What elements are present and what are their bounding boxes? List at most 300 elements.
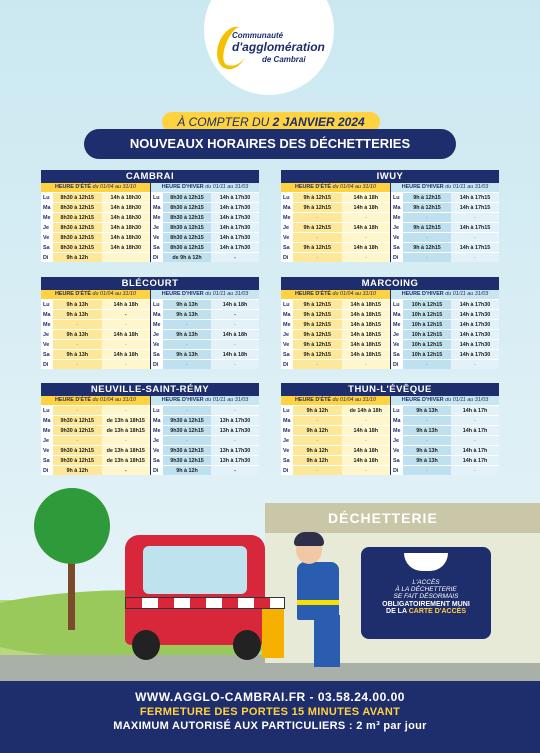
day-label: Me xyxy=(151,213,163,222)
winter-schedule xyxy=(150,290,259,369)
afternoon-hours: - xyxy=(342,360,391,369)
day-row xyxy=(281,359,390,369)
info-line1: L'ACCÈS xyxy=(412,579,440,586)
morning-hours: 9h à 13h xyxy=(163,300,211,309)
day-label: Ma xyxy=(391,416,403,425)
day-label: Sa xyxy=(391,456,403,465)
morning-hours: 10h à 12h15 xyxy=(403,350,451,359)
morning-hours: 10h à 12h15 xyxy=(403,330,451,339)
day-row xyxy=(281,222,390,232)
day-label: Me xyxy=(391,320,403,329)
logo-line2: d'agglomération xyxy=(232,40,325,54)
morning-hours: 9h à 13h xyxy=(403,426,451,435)
morning-hours: - xyxy=(163,320,211,329)
day-row xyxy=(41,329,150,339)
day-label: Ma xyxy=(41,203,53,212)
day-label: Me xyxy=(281,426,293,435)
agent-reflective-stripe xyxy=(297,600,339,605)
season-label: HEURE D'HIVER xyxy=(161,291,204,297)
summer-schedule xyxy=(41,183,150,262)
season-period: du 01/04 au 31/10 xyxy=(332,184,376,190)
morning-hours: 8h30 à 12h15 xyxy=(163,233,211,242)
morning-hours: 10h à 12h15 xyxy=(403,310,451,319)
morning-hours: de 9h à 12h xyxy=(163,253,211,262)
afternoon-hours: 14h à 18h15 xyxy=(342,350,391,359)
morning-hours: 9h à 12h15 xyxy=(403,223,451,232)
morning-hours: 8h30 à 12h15 xyxy=(53,233,102,242)
afternoon-hours: 14h à 18h xyxy=(211,330,259,339)
footer-limit-note: MAXIMUM AUTORISÉ AUX PARTICULIERS : 2 m³ par jour xyxy=(113,720,427,732)
afternoon-hours: 14h à 18h15 xyxy=(342,300,391,309)
morning-hours: 8h30 à 12h15 xyxy=(163,223,211,232)
day-label: Ve xyxy=(391,446,403,455)
day-label: Di xyxy=(281,360,293,369)
day-row xyxy=(151,232,259,242)
winter-header xyxy=(151,183,259,192)
morning-hours: - xyxy=(403,436,451,445)
info-line2: À LA DÉCHETTERIE xyxy=(395,586,457,593)
afternoon-hours: de 13h à 18h15 xyxy=(102,426,151,435)
morning-hours: 9h à 13h xyxy=(163,350,211,359)
day-label: Sa xyxy=(391,350,403,359)
info-line5 xyxy=(361,608,491,615)
day-row xyxy=(281,465,390,475)
morning-hours: - xyxy=(53,360,102,369)
morning-hours: - xyxy=(53,436,102,445)
morning-hours: 9h à 12h xyxy=(53,466,102,475)
season-period: du 01/11 au 31/03 xyxy=(445,397,489,403)
morning-hours: 9h à 12h15 xyxy=(293,330,342,339)
season-label: HEURE D'ÉTÉ xyxy=(295,397,332,403)
day-row xyxy=(151,242,259,252)
day-row xyxy=(281,339,390,349)
afternoon-hours: 14h à 18h xyxy=(342,426,391,435)
summer-header xyxy=(41,290,150,299)
winter-schedule xyxy=(390,290,499,369)
day-label: Ve xyxy=(281,233,293,242)
afternoon-hours: 14h à 18h30 xyxy=(102,233,151,242)
morning-hours: 9h30 à 12h15 xyxy=(163,456,211,465)
season-period: du 01/11 au 31/03 xyxy=(205,397,249,403)
day-label: Me xyxy=(151,426,163,435)
day-label: Me xyxy=(151,320,163,329)
day-label: Lu xyxy=(391,193,403,202)
day-row xyxy=(281,252,390,262)
day-label: Me xyxy=(41,426,53,435)
day-label: Je xyxy=(151,223,163,232)
day-label: Di xyxy=(281,253,293,262)
morning-hours: 9h à 12h xyxy=(163,466,211,475)
card-body xyxy=(281,290,499,369)
afternoon-hours: 14h à 18h xyxy=(211,300,259,309)
morning-hours: 9h à 12h xyxy=(53,253,102,262)
season-label: HEURE D'ÉTÉ xyxy=(55,291,92,297)
morning-hours: 9h à 13h xyxy=(53,330,102,339)
day-row xyxy=(41,425,150,435)
morning-hours: 9h à 12h15 xyxy=(293,350,342,359)
day-label: Je xyxy=(391,223,403,232)
day-row xyxy=(391,202,499,212)
day-label: Je xyxy=(151,436,163,445)
day-row xyxy=(151,309,259,319)
day-label: Lu xyxy=(281,193,293,202)
day-label: Sa xyxy=(41,350,53,359)
day-row xyxy=(151,425,259,435)
afternoon-hours: 14h à 18h xyxy=(342,193,391,202)
day-label: Ve xyxy=(151,446,163,455)
agent-legs xyxy=(314,615,340,667)
day-row xyxy=(391,455,499,465)
morning-hours: - xyxy=(403,466,451,475)
day-label: Di xyxy=(41,253,53,262)
morning-hours: 9h30 à 12h15 xyxy=(53,416,102,425)
summer-schedule xyxy=(41,290,150,369)
winter-schedule xyxy=(150,183,259,262)
day-row xyxy=(281,455,390,465)
afternoon-hours: - xyxy=(102,340,151,349)
day-row xyxy=(391,192,499,202)
morning-hours: - xyxy=(403,253,451,262)
morning-hours: 10h à 12h15 xyxy=(403,320,451,329)
morning-hours: - xyxy=(53,340,102,349)
day-label: Ma xyxy=(151,203,163,212)
afternoon-hours: - xyxy=(342,233,391,242)
afternoon-hours: 14h à 18h15 xyxy=(342,330,391,339)
afternoon-hours: 14h à 17h30 xyxy=(211,203,259,212)
morning-hours: 8h30 à 12h15 xyxy=(53,243,102,252)
morning-hours: 8h30 à 12h15 xyxy=(53,193,102,202)
day-label: Lu xyxy=(391,406,403,415)
day-label: Ma xyxy=(41,310,53,319)
morning-hours: 9h à 13h xyxy=(403,456,451,465)
morning-hours: 8h30 à 12h15 xyxy=(163,203,211,212)
afternoon-hours: - xyxy=(451,466,499,475)
afternoon-hours: 14h à 17h xyxy=(451,456,499,465)
day-label: Lu xyxy=(151,193,163,202)
card-title: CAMBRAI xyxy=(41,170,259,183)
day-row xyxy=(151,455,259,465)
afternoon-hours: 14h à 17h30 xyxy=(451,300,499,309)
afternoon-hours: 13h à 17h30 xyxy=(211,426,259,435)
morning-hours: 9h à 12h15 xyxy=(293,300,342,309)
card-title: IWUY xyxy=(281,170,499,183)
season-label: HEURE D'ÉTÉ xyxy=(295,184,332,190)
afternoon-hours: 14h à 17h30 xyxy=(451,310,499,319)
card-title: BLÉCOURT xyxy=(41,277,259,290)
afternoon-hours: 14h à 18h30 xyxy=(102,203,151,212)
day-label: Ma xyxy=(151,310,163,319)
day-row xyxy=(151,222,259,232)
afternoon-hours: de 13h à 18h15 xyxy=(102,446,151,455)
day-label: Ve xyxy=(41,340,53,349)
afternoon-hours: - xyxy=(342,416,391,425)
day-row xyxy=(151,349,259,359)
day-row xyxy=(41,445,150,455)
afternoon-hours: 14h à 18h xyxy=(102,350,151,359)
day-row xyxy=(391,359,499,369)
morning-hours: - xyxy=(293,253,342,262)
afternoon-hours: - xyxy=(451,360,499,369)
morning-hours: - xyxy=(293,233,342,242)
morning-hours: 9h30 à 12h15 xyxy=(163,416,211,425)
morning-hours: 9h à 12h xyxy=(293,426,342,435)
afternoon-hours: 14h à 18h30 xyxy=(102,243,151,252)
day-row xyxy=(41,339,150,349)
afternoon-hours: - xyxy=(211,360,259,369)
day-label: Me xyxy=(41,320,53,329)
morning-hours: - xyxy=(403,416,451,425)
afternoon-hours: - xyxy=(451,416,499,425)
day-row xyxy=(41,252,150,262)
winter-header xyxy=(391,183,499,192)
morning-hours: 9h à 13h xyxy=(163,310,211,319)
card-title: MARCOING xyxy=(281,277,499,290)
day-label: Di xyxy=(41,360,53,369)
afternoon-hours: - xyxy=(102,436,151,445)
day-label: Sa xyxy=(391,243,403,252)
afternoon-hours: - xyxy=(451,233,499,242)
morning-hours: - xyxy=(403,360,451,369)
afternoon-hours: - xyxy=(102,466,151,475)
day-row xyxy=(151,329,259,339)
afternoon-hours: 13h à 17h30 xyxy=(211,416,259,425)
day-row xyxy=(41,435,150,445)
morning-hours: 9h30 à 12h15 xyxy=(163,446,211,455)
day-row xyxy=(281,435,390,445)
day-row xyxy=(391,445,499,455)
winter-schedule xyxy=(150,396,259,475)
schedule-card xyxy=(281,170,499,262)
day-row xyxy=(391,212,499,222)
day-label: Je xyxy=(281,330,293,339)
season-label: HEURE D'ÉTÉ xyxy=(55,397,92,403)
afternoon-hours: 14h à 17h30 xyxy=(451,350,499,359)
season-label: HEURE D'ÉTÉ xyxy=(55,184,92,190)
day-label: Di xyxy=(281,466,293,475)
day-row xyxy=(281,425,390,435)
afternoon-hours: de 13h à 18h15 xyxy=(102,416,151,425)
day-row xyxy=(41,202,150,212)
morning-hours: 9h30 à 12h15 xyxy=(163,426,211,435)
afternoon-hours: 14h à 18h15 xyxy=(342,320,391,329)
season-label: HEURE D'HIVER xyxy=(401,184,444,190)
day-row xyxy=(281,415,390,425)
day-row xyxy=(281,202,390,212)
tree-icon xyxy=(34,488,110,564)
info-line4: OBLIGATOIREMENT MUNI xyxy=(382,601,470,608)
winter-schedule xyxy=(390,396,499,475)
afternoon-hours: 14h à 17h xyxy=(451,446,499,455)
day-label: Je xyxy=(41,330,53,339)
day-row xyxy=(41,349,150,359)
season-period: du 01/04 au 31/10 xyxy=(92,184,136,190)
card-body xyxy=(281,396,499,475)
agent-icon xyxy=(297,562,339,620)
afternoon-hours: - xyxy=(211,320,259,329)
day-row xyxy=(41,299,150,309)
morning-hours: 10h à 12h15 xyxy=(403,300,451,309)
morning-hours: 9h à 12h15 xyxy=(293,340,342,349)
morning-hours: 9h à 12h15 xyxy=(403,193,451,202)
afternoon-hours: 14h à 17h30 xyxy=(451,320,499,329)
morning-hours: 9h à 12h xyxy=(293,446,342,455)
afternoon-hours: 14h à 17h xyxy=(451,406,499,415)
day-label: Sa xyxy=(41,456,53,465)
morning-hours: 9h30 à 12h15 xyxy=(53,446,102,455)
date-prefix: À COMPTER DU xyxy=(177,115,273,129)
day-label: Me xyxy=(391,213,403,222)
day-row xyxy=(41,405,150,415)
afternoon-hours: 14h à 18h30 xyxy=(102,193,151,202)
afternoon-hours: 14h à 17h30 xyxy=(211,223,259,232)
day-label: Sa xyxy=(281,350,293,359)
day-row xyxy=(41,192,150,202)
day-row xyxy=(151,405,259,415)
morning-hours: - xyxy=(403,213,451,222)
morning-hours: 9h à 12h15 xyxy=(293,203,342,212)
access-info-panel xyxy=(361,547,491,639)
morning-hours: 8h30 à 12h15 xyxy=(53,203,102,212)
morning-hours: 9h à 12h15 xyxy=(293,193,342,202)
day-row xyxy=(391,415,499,425)
afternoon-hours: - xyxy=(211,406,259,415)
afternoon-hours: 14h à 17h30 xyxy=(211,233,259,242)
morning-hours: 9h à 12h15 xyxy=(293,310,342,319)
card-body xyxy=(41,183,259,262)
afternoon-hours: - xyxy=(451,253,499,262)
day-label: Lu xyxy=(41,193,53,202)
day-row xyxy=(41,309,150,319)
season-period: du 01/11 au 31/03 xyxy=(205,184,249,190)
morning-hours: 8h30 à 12h15 xyxy=(163,243,211,252)
day-label: Lu xyxy=(281,406,293,415)
card-body xyxy=(281,183,499,262)
afternoon-hours: - xyxy=(342,253,391,262)
season-period: du 01/04 au 31/10 xyxy=(92,291,136,297)
day-row xyxy=(151,339,259,349)
morning-hours: - xyxy=(53,320,102,329)
day-label: Sa xyxy=(281,456,293,465)
afternoon-hours: 14h à 17h15 xyxy=(451,223,499,232)
day-row xyxy=(41,415,150,425)
day-row xyxy=(151,415,259,425)
day-row xyxy=(41,319,150,329)
morning-hours: - xyxy=(293,213,342,222)
morning-hours: 8h30 à 12h15 xyxy=(163,213,211,222)
day-label: Ve xyxy=(151,340,163,349)
day-label: Je xyxy=(391,436,403,445)
afternoon-hours: 14h à 17h30 xyxy=(211,243,259,252)
winter-header xyxy=(391,290,499,299)
day-label: Ve xyxy=(151,233,163,242)
day-label: Di xyxy=(391,253,403,262)
day-row xyxy=(41,465,150,475)
day-row xyxy=(391,349,499,359)
morning-hours: - xyxy=(53,406,102,415)
summer-header xyxy=(41,183,150,192)
day-row xyxy=(391,232,499,242)
afternoon-hours: - xyxy=(102,360,151,369)
day-row xyxy=(151,212,259,222)
afternoon-hours: - xyxy=(451,436,499,445)
season-period: du 01/11 au 31/03 xyxy=(445,184,489,190)
day-row xyxy=(151,299,259,309)
day-label: Ve xyxy=(391,340,403,349)
tree-trunk xyxy=(68,555,75,630)
day-label: Di xyxy=(391,360,403,369)
afternoon-hours: 14h à 17h30 xyxy=(451,330,499,339)
morning-hours: 9h à 13h xyxy=(403,446,451,455)
afternoon-hours: 14h à 18h30 xyxy=(102,213,151,222)
day-label: Lu xyxy=(41,300,53,309)
morning-hours: 9h30 à 12h15 xyxy=(53,426,102,435)
afternoon-hours: 14h à 18h xyxy=(342,243,391,252)
card-body xyxy=(41,396,259,475)
car-wheel-icon xyxy=(233,630,261,660)
day-label: Di xyxy=(41,466,53,475)
car-wheel-icon xyxy=(132,630,160,660)
afternoon-hours: - xyxy=(102,310,151,319)
day-label: Sa xyxy=(41,243,53,252)
day-row xyxy=(41,232,150,242)
day-row xyxy=(281,212,390,222)
afternoon-hours: 14h à 17h xyxy=(451,426,499,435)
afternoon-hours: 14h à 18h30 xyxy=(102,223,151,232)
day-row xyxy=(391,252,499,262)
afternoon-hours: - xyxy=(211,253,259,262)
footer-closing-note: FERMETURE DES PORTES 15 MINUTES AVANT xyxy=(139,706,401,718)
afternoon-hours: 14h à 18h xyxy=(102,330,151,339)
morning-hours: 9h à 12h15 xyxy=(293,320,342,329)
info-logo-icon xyxy=(404,553,448,571)
day-label: Me xyxy=(281,213,293,222)
schedule-card xyxy=(281,383,499,475)
day-label: Je xyxy=(391,330,403,339)
day-row xyxy=(391,319,499,329)
day-row xyxy=(391,405,499,415)
day-row xyxy=(151,435,259,445)
afternoon-hours: 13h à 17h30 xyxy=(211,446,259,455)
day-label: Ve xyxy=(41,446,53,455)
day-row xyxy=(281,445,390,455)
day-label: Ma xyxy=(281,416,293,425)
afternoon-hours: - xyxy=(342,213,391,222)
day-row xyxy=(391,299,499,309)
day-label: Ma xyxy=(391,310,403,319)
season-label: HEURE D'HIVER xyxy=(161,397,204,403)
afternoon-hours: 13h à 17h30 xyxy=(211,456,259,465)
afternoon-hours: 14h à 18h15 xyxy=(342,310,391,319)
afternoon-hours: 14h à 18h xyxy=(342,223,391,232)
info-line3: SE FAIT DÉSORMAIS xyxy=(393,593,459,600)
afternoon-hours: 14h à 18h xyxy=(342,203,391,212)
morning-hours: 8h30 à 12h15 xyxy=(53,213,102,222)
season-period: du 01/04 au 31/10 xyxy=(92,397,136,403)
schedule-card xyxy=(41,170,259,262)
day-label: Ve xyxy=(391,233,403,242)
day-row xyxy=(281,349,390,359)
barrier-icon xyxy=(125,597,285,609)
day-label: Di xyxy=(151,253,163,262)
day-row xyxy=(41,222,150,232)
afternoon-hours: - xyxy=(451,213,499,222)
day-row xyxy=(41,359,150,369)
day-row xyxy=(391,465,499,475)
morning-hours: 9h à 12h15 xyxy=(293,243,342,252)
day-row xyxy=(281,242,390,252)
morning-hours: 9h à 13h xyxy=(163,330,211,339)
afternoon-hours: - xyxy=(342,436,391,445)
